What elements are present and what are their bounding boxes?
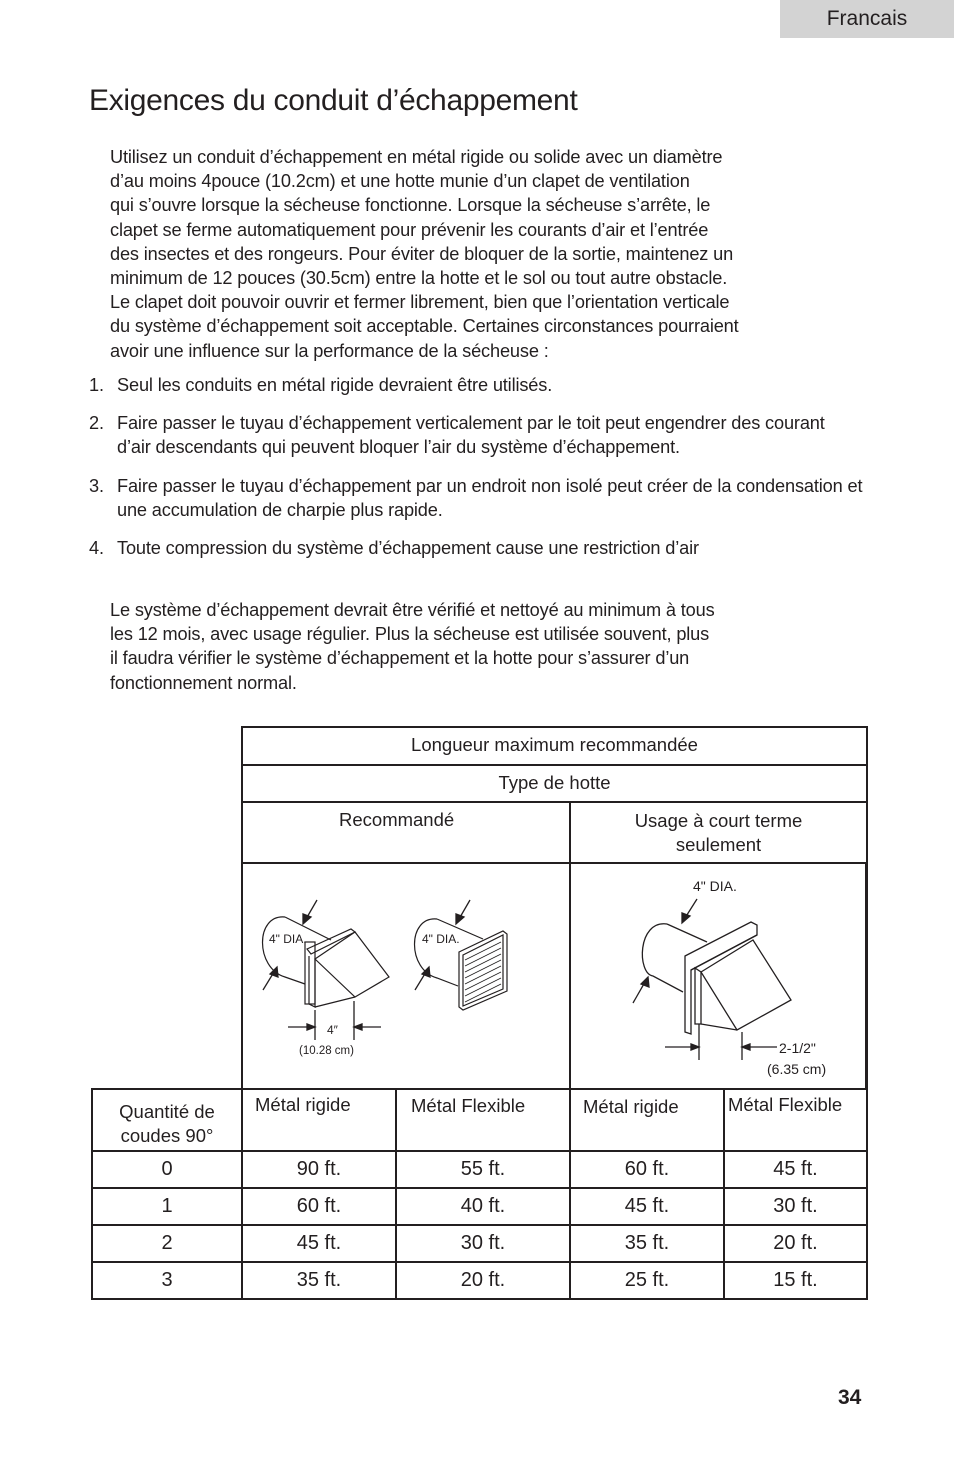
list-number: 3.	[89, 475, 104, 496]
col-header-text: Quantité de coudes 90°	[119, 1101, 215, 1146]
recommended-hoods-figure	[243, 864, 569, 1088]
col-header-text: Métal rigide	[255, 1094, 351, 1115]
table-title-text: Longueur maximum recommandée	[411, 734, 698, 755]
intro-line: minimum de 12 pouces (30.5cm) entre la hotte et le sol ou tout autre obstacle.	[110, 268, 728, 289]
row-short-flexible-cell	[723, 1150, 868, 1189]
row-short-flexible-cell	[723, 1224, 868, 1263]
page-title: Exigences du conduit d’échappement	[89, 84, 578, 117]
cell-value: 20 ft.	[773, 1232, 818, 1254]
intro-line: clapet se ferme automatiquement pour prévenir les courants d’air et l’entrée	[110, 219, 709, 240]
cell-value: 35 ft.	[624, 1232, 670, 1254]
row-elbows-cell	[91, 1187, 243, 1226]
dia-label-middle: 4" DIA.	[422, 932, 460, 946]
cell-value: 30 ft.	[773, 1195, 818, 1217]
table-subtitle-text: Type de hotte	[498, 772, 611, 793]
list-item	[89, 373, 879, 397]
cell-value: 35 ft.	[296, 1269, 342, 1291]
cell-value: 25 ft.	[624, 1269, 670, 1291]
cell-value: 3	[161, 1269, 173, 1291]
table-subtitle	[241, 764, 868, 803]
language-label: Francais	[826, 7, 908, 30]
hood-large-icon	[642, 922, 791, 1034]
col-header-text: Métal Flexible	[411, 1095, 526, 1116]
row-rec-rigid-cell	[241, 1224, 397, 1263]
figure-short-term-cell	[569, 862, 868, 1090]
col-header-short-rigid	[569, 1088, 725, 1152]
cell-value: 90 ft.	[296, 1158, 342, 1180]
cell-value: 60 ft.	[296, 1195, 342, 1217]
dimension-arrows-left	[263, 900, 381, 1040]
row-rec-flexible-cell	[395, 1187, 571, 1226]
list-number: 1.	[89, 375, 104, 395]
row-elbows-cell	[91, 1261, 243, 1300]
cell-value: 20 ft.	[460, 1269, 506, 1291]
dia-label-left: 4" DIA.	[269, 932, 307, 946]
intro-line: du système d’échappement soit acceptable. Certaines circonstances pourraient	[110, 316, 739, 337]
cell-value: 40 ft.	[460, 1195, 506, 1217]
intro-line: d’au moins 4pouce (10.2cm) et une hotte munie d’un clapet de ventilation	[110, 171, 690, 192]
row-short-flexible-cell	[723, 1187, 868, 1226]
cell-value: 15 ft.	[773, 1269, 818, 1291]
page-number: 34	[838, 1386, 862, 1409]
dim-metric-left: (10.28 cm)	[299, 1045, 354, 1057]
row-elbows-cell	[91, 1150, 243, 1189]
intro-line: Le clapet doit pouvoir ouvrir et fermer librement, bien que l’orientation verticale	[110, 292, 730, 313]
cell-value: 2	[161, 1232, 173, 1254]
cell-value: 45 ft.	[773, 1158, 818, 1180]
list-number: 4.	[89, 538, 104, 559]
list-text: Faire passer le tuyau d’échappement par un endroit non isolé peut créer de la condensation et une accumulation de charpie plus rapide.	[117, 475, 863, 520]
vent-length-table	[91, 726, 868, 1302]
intro-line: qui s’ouvre lorsque la sécheuse fonctionne. Lorsque la sécheuse s’arrête, le	[110, 195, 711, 216]
intro-line: des insectes et des rongeurs. Pour éviter de bloquer de la sortie, maintenez un	[110, 243, 734, 264]
figure-recommended-cell	[241, 862, 571, 1090]
group-short-term-text: Usage à court terme seulement	[634, 810, 803, 855]
row-short-rigid-cell	[569, 1187, 725, 1226]
short-term-hood-figure	[571, 864, 865, 1088]
cell-value: 55 ft.	[460, 1158, 506, 1180]
col-header-text: Métal rigide	[583, 1096, 679, 1117]
dim-label-left: 4″	[327, 1023, 338, 1037]
considerations-list	[89, 373, 879, 574]
row-short-rigid-cell	[569, 1150, 725, 1189]
cell-value: 45 ft.	[296, 1232, 342, 1254]
row-short-rigid-cell	[569, 1224, 725, 1263]
col-header-rec-rigid	[241, 1088, 397, 1152]
group-short-term	[569, 801, 868, 864]
closing-line: les 12 mois, avec usage régulier. Plus la sécheuse est utilisée souvent, plus	[110, 624, 710, 645]
cell-value: 0	[161, 1158, 173, 1180]
group-recommended	[241, 801, 571, 864]
intro-paragraph	[110, 145, 880, 363]
row-rec-flexible-cell	[395, 1150, 571, 1189]
col-header-elbows	[91, 1088, 243, 1152]
closing-line: fonctionnement normal.	[110, 672, 297, 693]
dia-label-right: 4" DIA.	[693, 878, 737, 894]
row-rec-rigid-cell	[241, 1150, 397, 1189]
col-header-text: Métal Flexible	[728, 1094, 843, 1115]
dim-metric-right: (6.35 cm)	[767, 1061, 827, 1077]
row-rec-rigid-cell	[241, 1261, 397, 1300]
closing-line: Le système d’échappement devrait être vérifié et nettoyé au minimum à tous	[110, 600, 715, 620]
col-header-rec-flexible	[395, 1088, 571, 1152]
group-recommended-text: Recommandé	[339, 809, 455, 830]
list-text: Toute compression du système d’échappement cause une restriction d’air	[117, 538, 699, 559]
language-tab	[780, 0, 954, 38]
col-header-short-flexible	[723, 1088, 868, 1152]
list-text: Faire passer le tuyau d’échappement verticalement par le toit peut engendrer des courant d’air descendants qui peuvent bloquer l’air du système d’échappement.	[117, 413, 825, 458]
row-rec-flexible-cell	[395, 1261, 571, 1300]
list-number: 2.	[89, 413, 104, 434]
row-rec-rigid-cell	[241, 1187, 397, 1226]
cell-value: 30 ft.	[460, 1232, 506, 1254]
table-title	[241, 726, 868, 766]
dim-label-right: 2-1/2"	[779, 1040, 816, 1056]
list-item	[89, 474, 879, 522]
closing-paragraph	[110, 598, 880, 695]
row-short-flexible-cell	[723, 1261, 868, 1300]
row-short-rigid-cell	[569, 1261, 725, 1300]
list-text: Seul les conduits en métal rigide devraient être utilisés.	[117, 375, 553, 395]
row-rec-flexible-cell	[395, 1224, 571, 1263]
row-elbows-cell	[91, 1224, 243, 1263]
cell-value: 60 ft.	[624, 1158, 670, 1180]
cell-value: 1	[161, 1195, 173, 1217]
cell-value: 45 ft.	[624, 1195, 670, 1217]
intro-line: avoir une influence sur la performance de la sécheuse :	[110, 340, 549, 361]
hood-with-flap-icon	[263, 917, 390, 1007]
list-item	[89, 411, 879, 459]
closing-line: il faudra vérifier le système d’échappement et la hotte pour s’assurer d’un	[110, 648, 690, 669]
list-item	[89, 536, 879, 560]
intro-line: Utilisez un conduit d’échappement en métal rigide ou solide avec un diamètre	[110, 147, 723, 167]
